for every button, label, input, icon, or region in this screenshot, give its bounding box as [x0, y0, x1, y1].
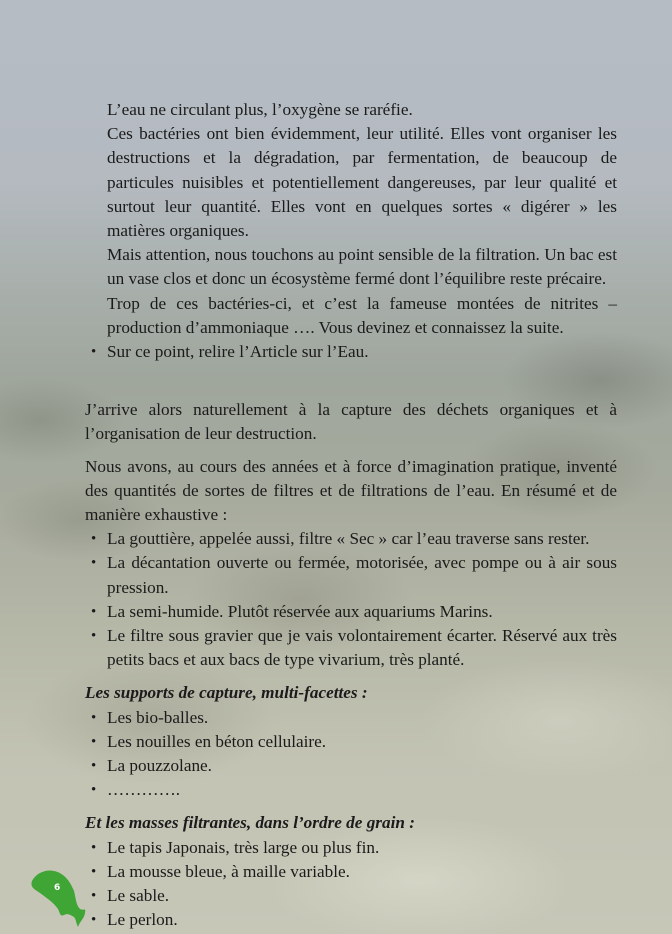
- list-item: • La pouzzolane.: [85, 754, 617, 778]
- list-item: • La gouttière, appelée aussi, filtre « Sec » car l’eau traverse sans rester.: [85, 527, 617, 551]
- list-item: • Le filtre sous gravier que je vais volontairement écarter. Réservé aux très petits bacs et aux bacs de type vivarium, très planté.: [85, 624, 617, 672]
- masses-heading: Et les masses filtrantes, dans l’ordre de grain :: [85, 813, 415, 833]
- intro-line: Trop de ces bactéries-ci, et c’est la fameuse montées de nitrites – production d’ammoniaque …. Vous devinez et connaissez la suite.: [107, 293, 617, 337]
- list-item: • Les bio-balles.: [85, 706, 617, 730]
- fish-icon: [30, 869, 86, 927]
- page-body: [85, 98, 617, 933]
- supports-heading: Les supports de capture, multi-facettes :: [85, 683, 368, 703]
- intro-bullet-list: [85, 340, 617, 364]
- list-item: • La décantation ouverte ou fermée, motorisée, avec pompe ou à air sous pression.: [85, 551, 617, 599]
- fish-badge-shape: [31, 870, 85, 927]
- intro-line: Ces bactéries ont bien évidemment, leur utilité. Elles vont organiser les destructions et la dégradation, par fermentation, de beaucoup de particules nuisibles et potentiellement dangereuses, par leur qualité et surtout leur quantité. Elles vont en quelques sortes « digérer » les matières organiques.: [107, 124, 617, 241]
- supports-list: [85, 706, 617, 803]
- intro-line: Mais attention, nous touchons au point sensible de la filtration. Un bac est un vase clos et donc un écosystème fermé dont l’équilibre reste précaire.: [107, 245, 617, 289]
- intro-block: [85, 98, 617, 340]
- list-item: • La semi-humide. Plutôt réservée aux aquariums Marins.: [85, 600, 617, 624]
- masses-list: [85, 836, 617, 933]
- page-number: 6: [54, 883, 61, 893]
- paragraph: J’arrive alors naturellement à la capture des déchets organiques et à l’organisation de leur destruction.: [85, 400, 617, 444]
- list-item: • Sur ce point, relire l’Article sur l’Eau.: [85, 340, 617, 364]
- list-item: • Le perlon.: [85, 908, 617, 932]
- list-item: • ………….: [85, 778, 617, 802]
- filter-types-list: [85, 527, 617, 672]
- intro-line: L’eau ne circulant plus, l’oxygène se raréfie.: [107, 100, 413, 119]
- list-item: • La mousse bleue, à maille variable.: [85, 860, 617, 884]
- paragraph: Nous avons, au cours des années et à force d’imagination pratique, inventé des quantités de sortes de filtres et de filtrations de l’eau. En résumé et de manière exhaustive :: [85, 456, 617, 525]
- list-item: • Le tapis Japonais, très large ou plus fin.: [85, 836, 617, 860]
- list-item: • Les nouilles en béton cellulaire.: [85, 730, 617, 754]
- list-item: • Le sable.: [85, 884, 617, 908]
